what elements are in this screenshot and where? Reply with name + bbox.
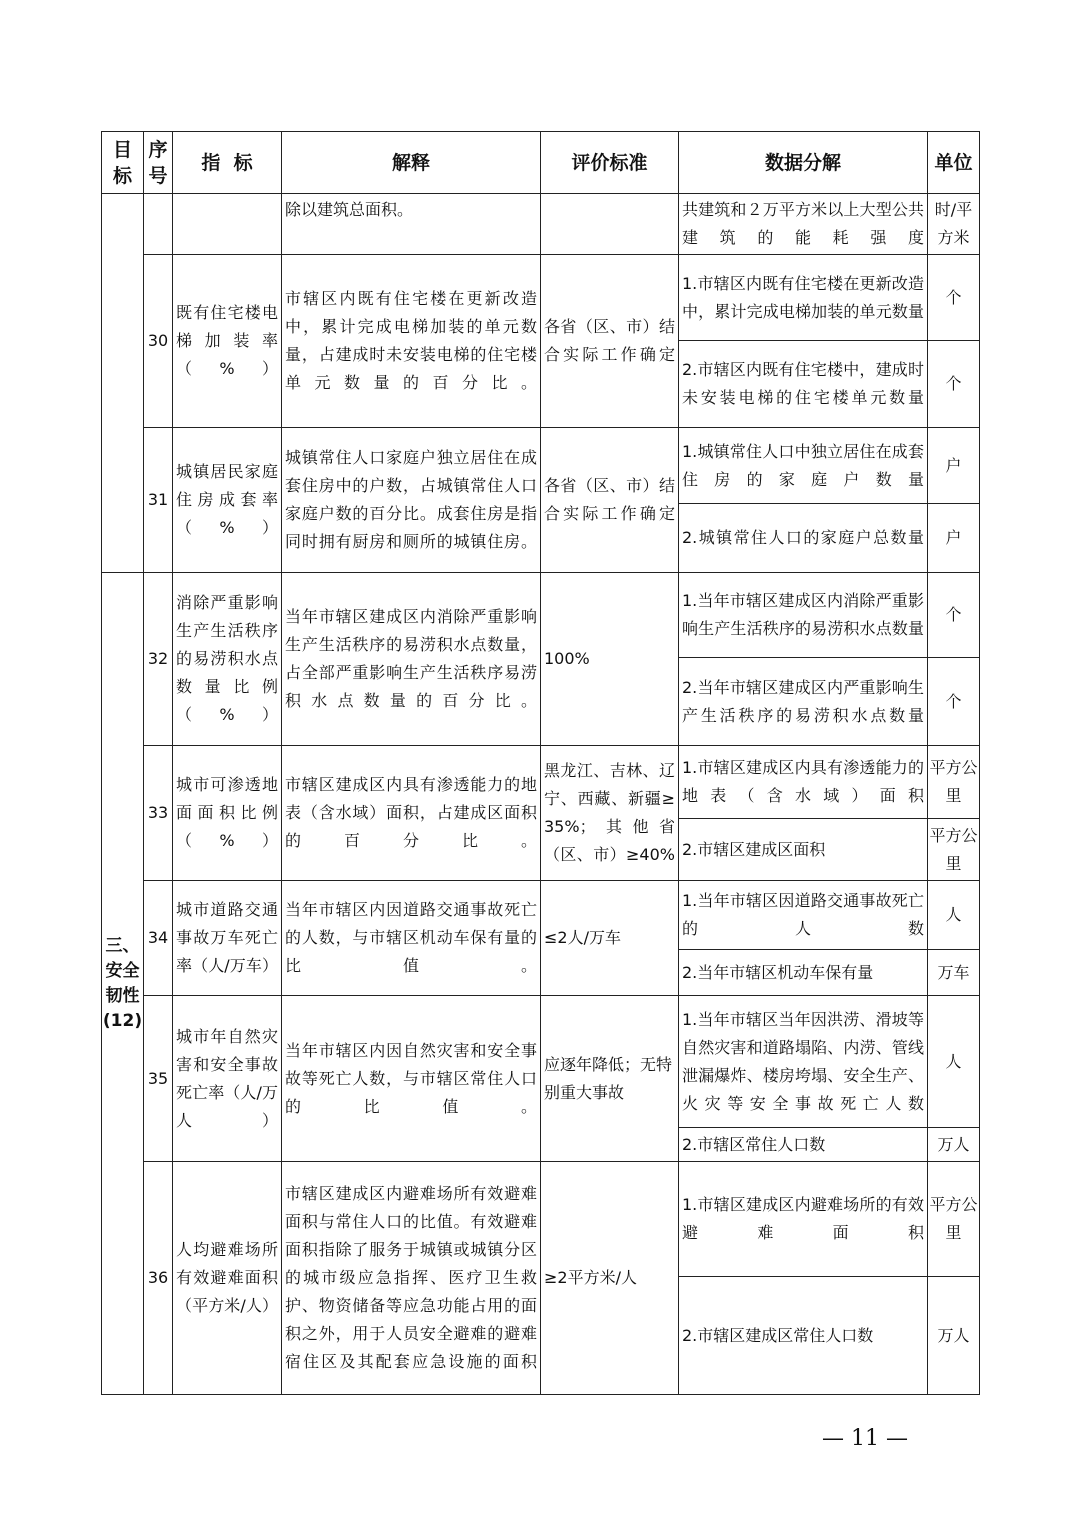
breakdown-cell: 2.城镇常住人口的家庭户总数量 (679, 504, 928, 573)
indicator-cell: 城镇居民家庭住房成套率（%） (173, 428, 282, 573)
indicator-cell: 消除严重影响生产生活秩序的易涝积水点数量比例（%） (173, 573, 282, 746)
breakdown-cell: 2.市辖区内既有住宅楼中，建成时未安装电梯的住宅楼单元数量 (679, 341, 928, 428)
explanation-cell: 当年市辖区内因自然灾害和安全事故等死亡人数，与市辖区常住人口的比值。 (282, 996, 541, 1162)
breakdown-cell: 1.当年市辖区当年因洪涝、滑坡等自然灾害和道路塌陷、内涝、管线泄漏爆炸、楼房垮塌、安全生产、火灾等安全事故死亡人数 (679, 996, 928, 1128)
seq-cell: 31 (144, 428, 173, 573)
seq-cell: 36 (144, 1162, 173, 1395)
unit-cell: 人 (928, 881, 980, 950)
unit-cell: 户 (928, 504, 980, 573)
seq-cell: 33 (144, 746, 173, 881)
standard-cell (541, 194, 679, 255)
unit-cell: 万车 (928, 950, 980, 996)
indicator-cell: 既有住宅楼电梯加装率（%） (173, 255, 282, 428)
seq-cell: 30 (144, 255, 173, 428)
table-row (102, 746, 980, 819)
unit-cell: 个 (928, 341, 980, 428)
header-explanation: 解释 (282, 132, 541, 194)
unit-cell: 时/平方米 (928, 194, 980, 255)
standard-cell: ≤2人/万车 (541, 881, 679, 996)
unit-cell: 户 (928, 428, 980, 504)
goal-cell-safety: 三、安全韧性(12) (102, 573, 144, 1395)
unit-cell: 平方公里 (928, 819, 980, 881)
page-number: — 11 — (822, 1426, 908, 1451)
indicator-cell (173, 194, 282, 255)
indicator-cell: 城市年自然灾害和安全事故死亡率（人/万人） (173, 996, 282, 1162)
table-row (102, 573, 980, 658)
explanation-cell: 市辖区内既有住宅楼在更新改造中，累计完成电梯加装的单元数量，占建成时未安装电梯的住宅楼单元数量的百分比。 (282, 255, 541, 428)
indicator-table (101, 131, 980, 1395)
indicator-cell: 城市可渗透地面面积比例（%） (173, 746, 282, 881)
breakdown-cell: 2.当年市辖区建成区内严重影响生产生活秩序的易涝积水点数量 (679, 658, 928, 746)
standard-cell: 各省（区、市）结合实际工作确定 (541, 428, 679, 573)
seq-cell: 32 (144, 573, 173, 746)
breakdown-cell: 1.市辖区建成区内避难场所的有效避难面积 (679, 1162, 928, 1277)
table-row-continued (102, 194, 980, 255)
header-goal: 目 标 (102, 132, 144, 194)
header-breakdown: 数据分解 (679, 132, 928, 194)
unit-cell: 平方公里 (928, 746, 980, 819)
goal-cell-previous (102, 194, 144, 573)
unit-cell: 个 (928, 658, 980, 746)
breakdown-cell: 1.市辖区内既有住宅楼在更新改造中，累计完成电梯加装的单元数量 (679, 255, 928, 341)
explanation-cell: 当年市辖区建成区内消除严重影响生产生活秩序的易涝积水点数量，占全部严重影响生产生活秩序易涝积水点数量的百分比。 (282, 573, 541, 746)
indicator-cell: 人均避难场所有效避难面积（平方米/人） (173, 1162, 282, 1395)
breakdown-cell: 2.当年市辖区机动车保有量 (679, 950, 928, 996)
breakdown-cell: 1.当年市辖区因道路交通事故死亡的人数 (679, 881, 928, 950)
standard-cell: 100% (541, 573, 679, 746)
indicator-cell: 城市道路交通事故万车死亡率（人/万车） (173, 881, 282, 996)
breakdown-cell: 2.市辖区常住人口数 (679, 1128, 928, 1162)
seq-cell: 34 (144, 881, 173, 996)
explanation-cell: 市辖区建成区内具有渗透能力的地表（含水域）面积，占建成区面积的百分比。 (282, 746, 541, 881)
standard-cell: 应逐年降低；无特别重大事故 (541, 996, 679, 1162)
header-row (102, 132, 980, 194)
seq-cell: 35 (144, 996, 173, 1162)
explanation-cell: 当年市辖区内因道路交通事故死亡的人数，与市辖区机动车保有量的比值。 (282, 881, 541, 996)
header-unit: 单位 (928, 132, 980, 194)
seq-cell (144, 194, 173, 255)
unit-cell: 平方公里 (928, 1162, 980, 1277)
explanation-cell: 除以建筑总面积。 (282, 194, 541, 255)
table-row (102, 255, 980, 341)
standard-cell: 各省（区、市）结合实际工作确定 (541, 255, 679, 428)
explanation-cell: 城镇常住人口家庭户独立居住在成套住房中的户数，占城镇常住人口家庭户数的百分比。成套住房是指同时拥有厨房和厕所的城镇住房。 (282, 428, 541, 573)
header-standard: 评价标准 (541, 132, 679, 194)
table-row (102, 996, 980, 1128)
unit-cell: 人 (928, 996, 980, 1128)
unit-cell: 个 (928, 573, 980, 658)
breakdown-cell: 1.城镇常住人口中独立居住在成套住房的家庭户数量 (679, 428, 928, 504)
header-seq: 序 号 (144, 132, 173, 194)
breakdown-cell: 1.市辖区建成区内具有渗透能力的地表（含水域）面积 (679, 746, 928, 819)
breakdown-cell: 2.市辖区建成区常住人口数 (679, 1277, 928, 1395)
table-row (102, 428, 980, 504)
table-row (102, 1162, 980, 1277)
standard-cell: ≥2平方米/人 (541, 1162, 679, 1395)
standard-cell: 黑龙江、吉林、辽宁、西藏、新疆≥35%；其他省（区、市）≥40% (541, 746, 679, 881)
unit-cell: 万人 (928, 1128, 980, 1162)
breakdown-cell: 2.市辖区建成区面积 (679, 819, 928, 881)
breakdown-cell: 共建筑和２万平方米以上大型公共建筑的能耗强度 (679, 194, 928, 255)
header-indicator: 指 标 (173, 132, 282, 194)
unit-cell: 个 (928, 255, 980, 341)
explanation-cell: 市辖区建成区内避难场所有效避难面积与常住人口的比值。有效避难面积指除了服务于城镇或城镇分区的城市级应急指挥、医疗卫生救护、物资储备等应急功能占用的面积之外，用于人员安全避难的避难宿住区及其配套应急设施的面积 (282, 1162, 541, 1395)
unit-cell: 万人 (928, 1277, 980, 1395)
table-row (102, 881, 980, 950)
breakdown-cell: 1.当年市辖区建成区内消除严重影响生产生活秩序的易涝积水点数量 (679, 573, 928, 658)
